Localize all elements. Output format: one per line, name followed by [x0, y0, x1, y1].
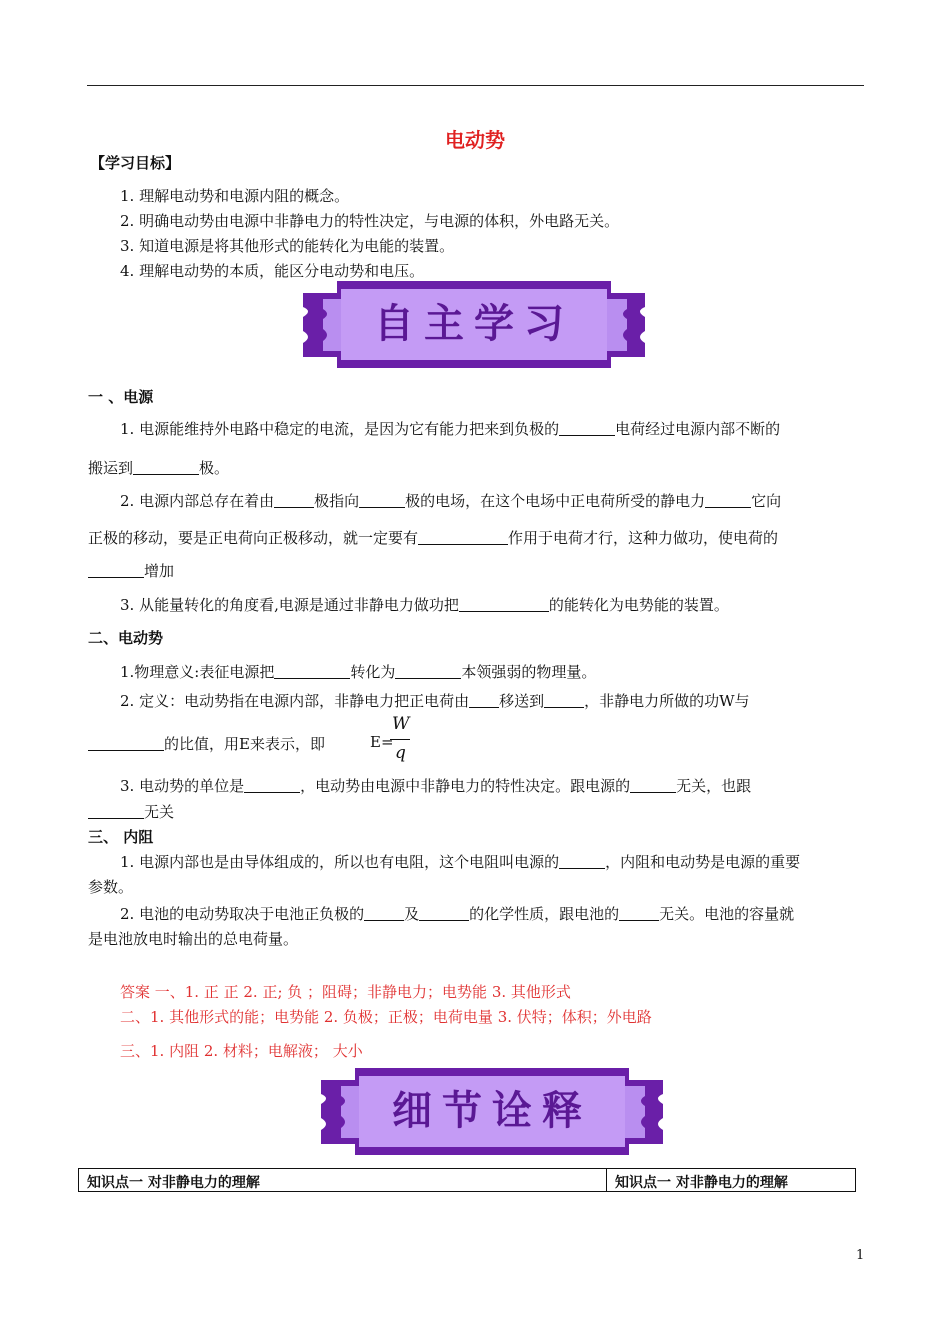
fraction-bar	[390, 739, 410, 740]
paragraph: 搬运到 极。	[88, 459, 230, 477]
answer-line: 三、1. 内阻 2. 材料；电解液； 大小	[120, 1042, 363, 1060]
banner-text: 自主学习	[374, 301, 574, 347]
paragraph: 2. 电源内部总存在着由 极指向 极的电场，在这个电场中正电荷所受的静电力 它向	[120, 492, 782, 510]
section-heading: 三、 内阻	[88, 828, 154, 846]
objective-item: 3. 知道电源是将其他形式的能转化为电能的装置。	[120, 237, 455, 255]
knowledge-point-table	[78, 1168, 856, 1192]
paragraph: 2. 电池的电动势取决于电池正负极的 及 的化学性质，跟电池的 无关。电池的容量就	[120, 905, 795, 923]
paragraph: 2. 定义：电动势指在电源内部，非静电力把正电荷由 移送到 ，非静电力所做的功W与	[120, 692, 750, 710]
objective-item: 1. 理解电动势和电源内阻的概念。	[120, 187, 350, 205]
paragraph: 参数。	[88, 878, 134, 896]
table-cell: 知识点一 对非静电力的理解	[615, 1175, 788, 1191]
section-heading: 一 、电源	[88, 388, 154, 406]
table-cell: 知识点一 对非静电力的理解	[79, 1169, 607, 1191]
paragraph: 1. 电源能维持外电路中稳定的电流，是因为它有能力把来到负极的 电荷经过电源内部不断的	[120, 420, 781, 438]
answer-line: 答案 一、1. 正 正 2. 正; 负 ；阻碍；非静电力；电势能 3. 其他形式	[120, 983, 571, 1001]
objective-item: 2. 明确电动势由电源中非静电力的特性决定，与电源的体积，外电路无关。	[120, 212, 620, 230]
answer-line: 二、1. 其他形式的能；电势能 2. 负极；正极；电荷电量 3. 伏特；体积；外电路	[120, 1008, 652, 1026]
paragraph: 无关	[88, 801, 174, 822]
banner-text: 细节诠释	[392, 1088, 592, 1134]
paragraph: 1.物理意义:表征电源把 转化为 本领强弱的物理量。	[120, 663, 597, 681]
paragraph: 1. 电源内部也是由导体组成的，所以也有电阻，这个电阻叫电源的 ，内阻和电动势是电源的重要	[120, 853, 801, 871]
detail-explanation-banner	[321, 1068, 663, 1155]
header-rule	[87, 85, 864, 86]
page-title: 电动势	[445, 128, 505, 152]
paragraph: 增加	[88, 560, 174, 581]
paragraph: 的比值，用E来表示，即	[88, 733, 325, 754]
page-number: 1	[856, 1248, 865, 1263]
paragraph: 3. 从能量转化的角度看,电源是通过非静电力做功把 的能转化为电势能的装置。	[120, 596, 729, 614]
section-heading: 二、电动势	[88, 629, 164, 647]
objectives-heading: 【学习目标】	[90, 154, 181, 172]
objective-item: 4. 理解电动势的本质，能区分电动势和电压。	[120, 262, 425, 280]
paragraph: 3. 电动势的单位是 ，电动势由电源中非静电力的特性决定。跟电源的 无关，也跟	[120, 777, 752, 795]
equation-denominator: q	[395, 743, 406, 763]
self-study-banner	[303, 281, 645, 368]
paragraph: 正极的移动，要是正电荷向正极移动，就一定要有 作用于电荷才行，这种力做功，使电荷的	[88, 529, 779, 547]
paragraph: 是电池放电时输出的总电荷量。	[88, 930, 299, 948]
equation-lhs: E=	[370, 733, 394, 751]
equation-numerator: W	[392, 714, 410, 734]
